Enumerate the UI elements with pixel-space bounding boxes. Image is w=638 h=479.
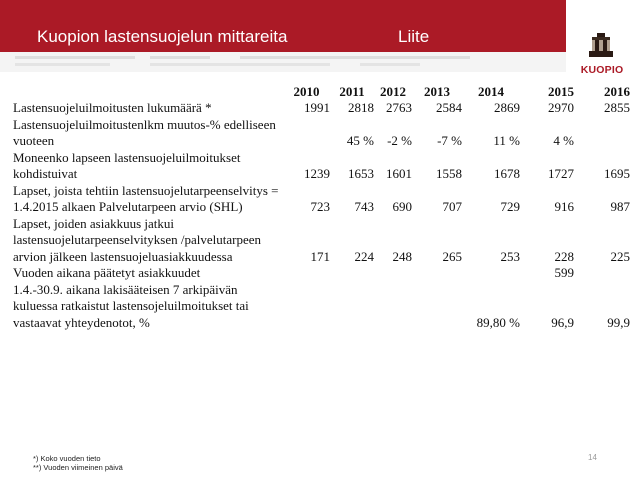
cell-value — [574, 117, 630, 150]
table-row — [13, 100, 630, 117]
table-row — [13, 150, 630, 183]
cell-value: 11 % — [493, 133, 520, 148]
cell-value — [412, 265, 462, 282]
cell-value: 2970 — [548, 100, 574, 115]
cell-value: 96,9 — [551, 314, 574, 330]
cell-value: 225 — [610, 248, 630, 264]
slide-title: Kuopion lastensuojelun mittareita — [37, 27, 288, 46]
row-label: Lastensuojeluilmoitustenlkm muutos-% edelliseen vuoteen — [13, 116, 276, 148]
cell-value: 253 — [500, 248, 520, 264]
slide-header — [0, 0, 566, 52]
cell-value: 45 % — [346, 133, 374, 148]
cell-value: 723 — [310, 199, 330, 214]
logo-text: KUOPIO — [580, 64, 624, 76]
cell-value: 2855 — [604, 100, 630, 115]
cell-value — [330, 265, 374, 282]
kuopio-logo — [566, 24, 638, 80]
row-label: Vuoden aikana päätetyt asiakkuudet — [13, 265, 201, 280]
header-spacer — [13, 82, 283, 100]
cell-value: 707 — [442, 199, 462, 214]
table-row — [13, 282, 630, 332]
faded-background-band — [0, 52, 566, 72]
cell-value — [412, 282, 462, 332]
row-label: Moneenko lapseen lastensuojeluilmoitukset kohdistuivat — [13, 149, 241, 181]
cell-value: -7 % — [437, 133, 462, 148]
year-header: 2015 — [548, 83, 574, 99]
cell-value: 248 — [392, 248, 412, 264]
cell-value — [462, 265, 520, 282]
footnote-2: **) Vuoden viimeinen päivä — [33, 463, 123, 472]
cell-value: 987 — [610, 199, 630, 214]
year-header: 2014 — [478, 83, 504, 99]
cell-value: 4 % — [553, 133, 574, 148]
cell-value: -2 % — [387, 133, 412, 148]
cell-value: 743 — [354, 199, 374, 214]
cell-value: 171 — [310, 248, 330, 264]
cell-value: 1678 — [494, 166, 520, 181]
cell-value: 89,80 % — [476, 314, 520, 330]
cell-value: 228 — [554, 248, 574, 264]
cell-value — [283, 117, 330, 150]
cell-value: 99,9 — [607, 314, 630, 330]
table-row — [13, 265, 630, 282]
year-header: 2016 — [604, 83, 630, 99]
year-header: 2010 — [293, 83, 320, 99]
cell-value: 916 — [554, 199, 574, 214]
cell-value — [374, 265, 412, 282]
cell-value: 1695 — [604, 166, 630, 181]
row-label: 1.4.-30.9. aikana lakisääteisen 7 arkipäivän kuluessa ratkaistut lastensojeluilmoitukset tai vastaavat yhteydenotot, % — [13, 281, 249, 330]
header-right-label: Liite — [398, 27, 430, 46]
cell-value: 1727 — [548, 166, 574, 181]
cell-value — [574, 265, 630, 282]
cell-value: 265 — [442, 248, 462, 264]
row-label: Lapset, joista tehtiin lastensuojelutarpeenselvitys = 1.4.2015 alkaen Palvelutarpeen arvio (SHL) — [13, 182, 279, 214]
cell-value: 1991 — [304, 100, 330, 115]
cell-value: 2818 — [348, 100, 374, 115]
cell-value — [283, 282, 330, 332]
year-header-row — [13, 82, 630, 100]
cell-value: 1653 — [348, 166, 374, 181]
table-row — [13, 117, 630, 150]
cell-value: 2584 — [436, 100, 462, 115]
city-crest-icon — [586, 32, 616, 62]
table-row — [13, 216, 630, 266]
cell-value: 2869 — [494, 100, 520, 115]
page-number: 14 — [588, 453, 597, 462]
row-label: Lapset, joiden asiakkuus jatkui lastensuojelutarpeenselvityksen /palvelutarpeen arvion jälkeen lastensuojeluasiakkuudessa — [13, 215, 261, 264]
cell-value: 729 — [500, 199, 520, 214]
cell-value: 2763 — [386, 100, 412, 115]
row-label: Lastensuojeluilmoitusten lukumäärä * — [13, 100, 212, 115]
year-header: 2012 — [380, 83, 406, 99]
footnote-1: *) Koko vuoden tieto — [33, 454, 101, 463]
cell-value: 599 — [554, 265, 574, 280]
table-row — [13, 183, 630, 216]
cell-value: 1239 — [304, 166, 330, 181]
footnotes — [33, 454, 123, 472]
cell-value — [374, 282, 412, 332]
year-header: 2013 — [424, 83, 450, 99]
cell-value: 1558 — [436, 166, 462, 181]
year-header: 2011 — [339, 83, 365, 99]
cell-value: 690 — [392, 199, 412, 214]
cell-value — [283, 265, 330, 282]
cell-value: 224 — [354, 248, 374, 264]
cell-value — [330, 282, 374, 332]
indicators-table — [13, 82, 630, 331]
cell-value: 1601 — [386, 166, 412, 181]
